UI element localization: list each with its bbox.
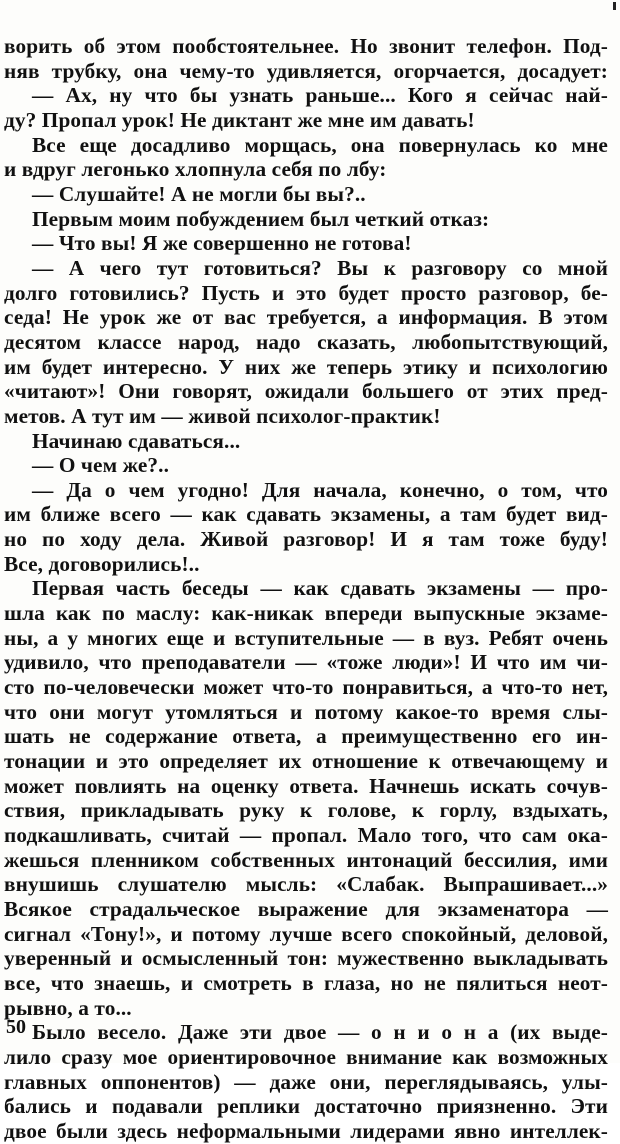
text-line: но по ходу дела. Живой разговор! И я там тоже буду!: [4, 527, 608, 552]
text-line: шать не содержание ответа, а преимущественно его ин-: [4, 724, 608, 749]
text-line: Все еще досадливо морщась, она повернулась ко мне: [32, 132, 608, 157]
text-line: двое были здесь неформальными лидерами явно интеллек-: [4, 1118, 608, 1143]
text-line: Всякое страдальческое выражение для экзаменатора —: [4, 896, 608, 921]
text-line: удивило, что преподаватели — «тоже люди»! И что им чи-: [4, 650, 608, 675]
text-line: Было весело. Даже эти двое — о н и о н а (их выде-: [32, 1020, 608, 1045]
text-line: рывно, а то...: [4, 995, 132, 1020]
text-line: шла как по маслу: как-никак впереди выпускные экзаме-: [4, 601, 608, 626]
text-line: — Ах, ну что бы узнать раньше... Кого я сейчас най-: [32, 83, 608, 108]
text-line: главных оппонентов) — даже они, переглядываясь, улы-: [4, 1069, 608, 1094]
text-line: — О чем же?..: [32, 453, 170, 478]
text-line: им будет интересно. У них же теперь этику и психологию: [4, 354, 608, 379]
text-line: ворить об этом пообстоятельнее. Но звонит телефон. Под-: [4, 34, 608, 58]
text-line: что они могут утомляться и потому какое-то время слы-: [4, 699, 608, 724]
text-line: все, что знаешь, и смотреть в глаза, но не пялиться неот-: [4, 970, 608, 995]
text-line: ны, а у многих еще и вступительные — в вуз. Ребят очень: [4, 625, 608, 650]
text-line: жешься пленником собственных интонаций бессилия, ими: [4, 847, 608, 872]
text-line: — Да о чем угодно! Для начала, конечно, о том, что: [32, 477, 608, 502]
text-line: — Что вы! Я же совершенно не готова!: [32, 231, 412, 256]
text-line: Все, договорились!..: [4, 551, 200, 576]
text-line: Первая часть беседы — как сдавать экзамены — про-: [32, 576, 608, 601]
text-line: сто по-человечески может что-то понравиться, а что-то нет,: [4, 675, 608, 700]
text-line: десятом классе народ, надо сказать, любопытствующий,: [4, 329, 608, 354]
text-line: Первым моим побуждением был четкий отказ:: [32, 206, 490, 231]
text-line: — Слушайте! А не могли бы вы?..: [32, 181, 366, 206]
text-line: им ближе всего — как сдавать экзамены, а там будет вид-: [4, 502, 608, 527]
corner-mark: [613, 2, 616, 10]
text-line: няв трубку, она чему-то удивляется, огорчается, досадует:: [4, 58, 608, 83]
text-line: тонации и это определяет их отношение к отвечающему и: [4, 749, 608, 774]
text-line: лило сразу мое ориентировочное внимание как возможных: [4, 1044, 608, 1069]
text-line: ствия, прикладывать руку к голове, к горлу, вздыхать,: [4, 798, 608, 823]
text-line: уверенный и осмысленный тон: мужественно выкладывать: [4, 946, 608, 971]
text-line: и вдруг легонько хлопнула себя по лбу:: [4, 157, 387, 182]
page-number: 50: [6, 1016, 26, 1038]
text-line: сигнал «Тону!», и потому лучше всего спокойный, деловой,: [4, 921, 608, 946]
text-line: Начинаю сдаваться...: [32, 428, 241, 453]
text-line: ду? Пропал урок! Не диктант же мне им давать!: [4, 107, 475, 132]
text-line: метов. А тут им — живой психолог-практик!: [4, 403, 441, 428]
text-line: внушишь слушателю мысль: «Слабак. Выпрашивает...»: [4, 872, 608, 897]
text-line: подкашливать, считай — пропал. Мало того, что сам ока-: [4, 823, 608, 847]
text-line: долго готовились? Пусть и это будет просто разговор, бе-: [4, 280, 608, 305]
text-line: может повлиять на оценку ответа. Начнешь искать сочув-: [4, 773, 608, 798]
body-text: [4, 34, 608, 1144]
text-line: седа! Не урок же от вас требуется, а информация. В этом: [4, 305, 608, 330]
text-line: — А чего тут готовиться? Вы к разговору со мной: [32, 255, 608, 280]
text-line: бались и подавали реплики достаточно приязненно. Эти: [4, 1094, 608, 1119]
text-line: «читают»! Они говорят, ожидали большего от этих пред-: [4, 379, 608, 404]
